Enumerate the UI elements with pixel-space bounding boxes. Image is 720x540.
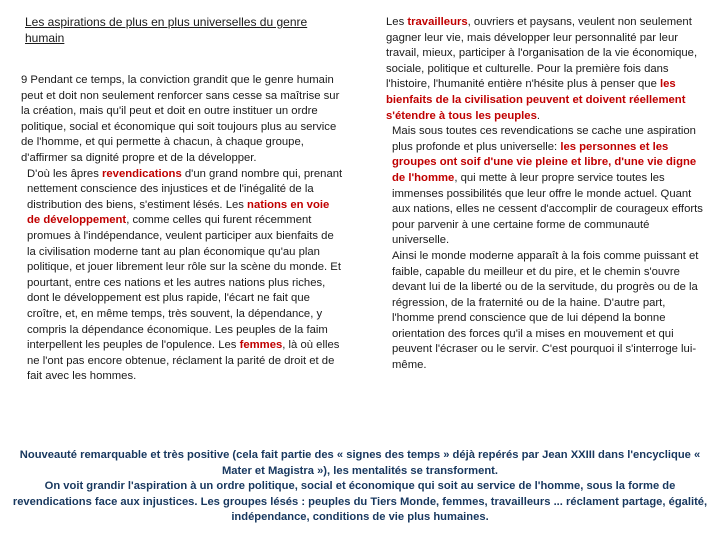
text-run: , qui mette à leur propre service toutes les immenses possibilités que leur offre le monde actuel. Quant aux nations, elles ne cessent d'accomplir de courageux efforts pour parvenir à une certaine forme de communauté universelle. <box>392 171 703 247</box>
text-run: , comme celles qui furent récemment promues à l'indépendance, veulent participer aux bienfaits de la civilisation moderne tant au plan économique qu'au plan politique, et jouer librement leur rôle sur la scène du monde. Et pourtant, entre ces nations et les autres nations plus riches, dont le développement est plus rapide, l'écart ne fait que croître, et, en même temps, très souvent, la dépendance, y compris la dépendance économique. Les peuples de la faim interpellent les peuples de l'opulence. Les <box>27 214 341 352</box>
text-run: D'où les âpres <box>27 167 102 180</box>
highlight-nations: nations en voie de développement <box>27 198 330 227</box>
paragraph-text: Pendant ce temps, la conviction grandit que le genre humain peut et doit non seulement renforcer sans cesse sa maîtrise sur la création, mais qu'il peut et doit en outre instituer un ordre politique, social et économique qui soit toujours plus au service de l'homme, et qui permette à chacun, à chaque groupe, d'affirmer sa dignité propre et de la développer. <box>21 74 340 164</box>
section-title: Les aspirations de plus en plus universelles du genre humain <box>25 15 308 45</box>
highlight-vie-digne: les personnes et les groupes ont soif d'une vie pleine et libre, d'une vie digne de l'homme <box>392 140 697 184</box>
summary-line-1: Nouveauté remarquable et très positive (cela fait partie des « signes des temps » déjà repérés par Jean XXIII dans l'encyclique « Mater et Magistra »), les mentalités se transforment. <box>19 449 701 477</box>
text-run: , là où elles ne l'ont pas encore obtenue, réclament la parité de droit et de fait avec les hommes. <box>27 339 340 383</box>
right-column <box>386 15 704 374</box>
paragraph-travailleurs <box>386 15 704 124</box>
highlight-femmes: femmes <box>239 339 283 352</box>
paragraph-9 <box>21 73 343 167</box>
paragraph-monde-moderne: Ainsi le monde moderne apparaît à la fois comme puissant et faible, capable du meilleur et du pire, et le chemin s'ouvre devant lui de la liberté ou de la servitude, du progrès ou de la régression, de la fraternité ou de la haine. D'autre part, l'homme prend conscience que de lui dépend la bonne orientation des forces qu'il a mises en mouvement et qui peuvent l'écraser ou le servir. C'est pourquoi il s'interroge lui-même. <box>392 249 699 372</box>
highlight-travailleurs: travailleurs <box>407 16 468 28</box>
text-run: , ouvriers et paysans, veulent non seulement gagner leur vie, mais développer leur personnalité par leur travail, mieux, participer à l'organisation de la vie économique, sociale, politique et culturelle. Pour la première fois dans l'histoire, l'humanité entière n'hésite plus à penser que <box>386 16 698 91</box>
paragraph-revendications <box>21 167 343 385</box>
summary-line-2: On voit grandir l'aspiration à un ordre politique, social et économique qui soit au service de l'homme, sous la forme de revendications face aux injustices. Les groupes lésés : peuples du Tiers Monde, femmes, travailleurs ... réclament partage, égalité, indépendance, conditions de vie plus humaines. <box>12 480 708 524</box>
text-run: . <box>536 109 540 122</box>
paragraph-number: 9 <box>21 74 28 86</box>
left-column <box>21 15 343 385</box>
text-run: Mais sous toutes ces revendications se cache une aspiration plus profonde et plus universelle: <box>392 125 696 153</box>
summary-footer <box>8 448 712 526</box>
text-run: Les <box>386 16 408 28</box>
highlight-revendications: revendications <box>102 167 182 180</box>
paragraph-aspiration <box>386 124 704 249</box>
highlight-bienfaits: les bienfaits de la civilisation peuvent et doivent réellement s'étendre à tous les peuples <box>386 78 686 122</box>
text-run: d'un grand nombre qui, prenant nettement conscience des injustices et de l'inégalité de la distribution des biens, s'estiment lésés. Les <box>27 167 343 211</box>
